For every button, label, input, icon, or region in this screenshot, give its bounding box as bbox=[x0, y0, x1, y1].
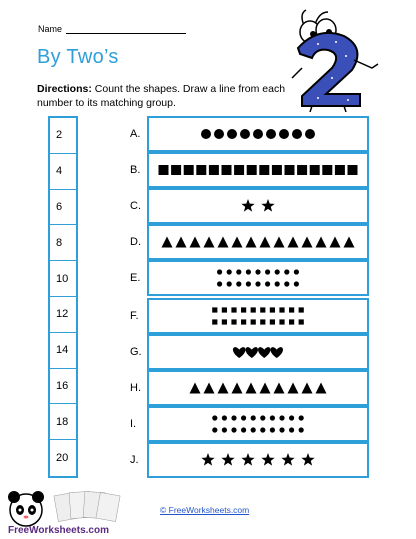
number-cell[interactable]: 8 bbox=[50, 225, 76, 261]
small-square-shape bbox=[299, 319, 304, 324]
shape-group bbox=[149, 336, 367, 368]
group-letter: C. bbox=[130, 200, 141, 212]
star-shape bbox=[261, 199, 274, 212]
shape-group-box[interactable] bbox=[147, 116, 369, 152]
small-square-shape bbox=[299, 307, 304, 312]
square-shape bbox=[247, 165, 257, 175]
group-letter: A. bbox=[130, 128, 141, 140]
square-shape bbox=[297, 165, 307, 175]
square-shape bbox=[222, 165, 232, 175]
small-circle-shape bbox=[284, 269, 289, 274]
shape-group-box[interactable] bbox=[147, 442, 369, 478]
small-circle-shape bbox=[236, 269, 241, 274]
group-letter: D. bbox=[130, 236, 141, 248]
footer-link[interactable]: © FreeWorksheets.com bbox=[160, 505, 250, 515]
small-circle-shape bbox=[299, 427, 304, 432]
triangle-shape bbox=[218, 383, 229, 394]
small-circle-shape bbox=[284, 281, 289, 286]
triangle-shape bbox=[162, 237, 173, 248]
small-circle-shape bbox=[212, 415, 217, 420]
number-cell[interactable]: 4 bbox=[50, 154, 76, 190]
square-shape bbox=[322, 165, 332, 175]
triangle-shape bbox=[176, 237, 187, 248]
triangle-shape bbox=[330, 237, 341, 248]
group-letter: B. bbox=[130, 164, 141, 176]
small-square-shape bbox=[251, 307, 256, 312]
number-cell[interactable]: 6 bbox=[50, 190, 76, 226]
small-square-shape bbox=[231, 307, 236, 312]
small-square-shape bbox=[260, 319, 265, 324]
small-circle-shape bbox=[270, 427, 275, 432]
circle-shape bbox=[227, 129, 237, 139]
shape-group bbox=[149, 372, 367, 404]
number-cell[interactable]: 14 bbox=[50, 333, 76, 369]
small-circle-shape bbox=[227, 269, 232, 274]
triangle-shape bbox=[190, 383, 201, 394]
small-circle-shape bbox=[294, 269, 299, 274]
circle-shape bbox=[305, 129, 315, 139]
triangle-shape bbox=[232, 383, 243, 394]
small-circle-shape bbox=[275, 269, 280, 274]
triangle-shape bbox=[274, 237, 285, 248]
triangle-shape bbox=[246, 383, 257, 394]
shape-group-box[interactable] bbox=[147, 298, 369, 334]
square-shape bbox=[310, 165, 320, 175]
small-square-shape bbox=[251, 319, 256, 324]
small-circle-shape bbox=[279, 415, 284, 420]
triangle-shape bbox=[190, 237, 201, 248]
small-circle-shape bbox=[260, 427, 265, 432]
square-shape bbox=[196, 165, 206, 175]
small-circle-shape bbox=[217, 281, 222, 286]
triangle-shape bbox=[316, 383, 327, 394]
small-circle-shape bbox=[255, 281, 260, 286]
small-square-shape bbox=[231, 319, 236, 324]
square-shape bbox=[348, 165, 358, 175]
small-circle-shape bbox=[255, 269, 260, 274]
number-cell[interactable]: 2 bbox=[50, 118, 76, 154]
heart-shape bbox=[246, 347, 258, 358]
small-circle-shape bbox=[299, 415, 304, 420]
number-cell[interactable]: 20 bbox=[56, 452, 69, 465]
number-cell[interactable]: 16 bbox=[50, 369, 76, 405]
triangle-shape bbox=[204, 237, 215, 248]
number-cell[interactable]: 12 bbox=[50, 297, 76, 333]
small-circle-shape bbox=[236, 281, 241, 286]
shape-group-box[interactable] bbox=[147, 188, 369, 224]
shape-group-box[interactable] bbox=[147, 260, 369, 296]
triangle-shape bbox=[344, 237, 355, 248]
heart-shape bbox=[271, 347, 283, 358]
name-line[interactable] bbox=[66, 24, 186, 34]
star-shape bbox=[241, 199, 254, 212]
number-cell[interactable]: 18 bbox=[50, 404, 76, 440]
small-circle-shape bbox=[270, 415, 275, 420]
small-circle-shape bbox=[251, 415, 256, 420]
heart-shape bbox=[258, 347, 270, 358]
shape-group bbox=[149, 154, 367, 186]
group-letter: H. bbox=[130, 382, 141, 394]
small-circle-shape bbox=[294, 281, 299, 286]
small-circle-shape bbox=[246, 269, 251, 274]
star-shape bbox=[221, 453, 234, 466]
directions bbox=[37, 82, 307, 110]
square-shape bbox=[159, 165, 169, 175]
triangle-shape bbox=[288, 383, 299, 394]
shape-group-box[interactable] bbox=[147, 152, 369, 188]
shape-group-box[interactable] bbox=[147, 334, 369, 370]
circle-shape bbox=[253, 129, 263, 139]
small-circle-shape bbox=[241, 427, 246, 432]
shape-group bbox=[149, 408, 367, 440]
small-circle-shape bbox=[289, 427, 294, 432]
group-row bbox=[130, 334, 147, 370]
circle-shape bbox=[266, 129, 276, 139]
small-circle-shape bbox=[231, 427, 236, 432]
star-shape bbox=[301, 453, 314, 466]
panda-logo-icon bbox=[4, 488, 164, 536]
group-row bbox=[130, 260, 147, 296]
circle-shape bbox=[240, 129, 250, 139]
triangle-shape bbox=[232, 237, 243, 248]
triangle-shape bbox=[302, 237, 313, 248]
small-circle-shape bbox=[265, 269, 270, 274]
circle-shape bbox=[279, 129, 289, 139]
directions-text: Count the shapes. Draw a line from each number to its matching group. bbox=[37, 83, 286, 109]
circle-shape bbox=[201, 129, 211, 139]
group-row bbox=[130, 116, 147, 152]
shape-group-box[interactable] bbox=[147, 406, 369, 442]
small-square-shape bbox=[279, 307, 284, 312]
number-column bbox=[48, 116, 78, 478]
group-row bbox=[130, 152, 147, 188]
group-letter: G. bbox=[130, 346, 142, 358]
small-circle-shape bbox=[231, 415, 236, 420]
small-circle-shape bbox=[265, 281, 270, 286]
group-row bbox=[130, 370, 147, 406]
shape-group bbox=[149, 300, 367, 332]
number-two-mascot-icon bbox=[288, 8, 384, 112]
triangle-shape bbox=[288, 237, 299, 248]
small-square-shape bbox=[279, 319, 284, 324]
name-label: Name bbox=[38, 24, 63, 34]
small-square-shape bbox=[222, 307, 227, 312]
triangle-shape bbox=[260, 383, 271, 394]
small-square-shape bbox=[270, 307, 275, 312]
group-letter: I. bbox=[130, 418, 137, 430]
circle-shape bbox=[292, 129, 302, 139]
shape-group bbox=[149, 190, 367, 222]
small-circle-shape bbox=[246, 281, 251, 286]
small-circle-shape bbox=[279, 427, 284, 432]
star-shape bbox=[201, 453, 214, 466]
small-circle-shape bbox=[227, 281, 232, 286]
small-square-shape bbox=[270, 319, 275, 324]
small-square-shape bbox=[212, 307, 217, 312]
shape-group bbox=[149, 444, 367, 476]
heart-shape bbox=[233, 347, 245, 358]
shape-group bbox=[149, 226, 367, 258]
small-square-shape bbox=[289, 307, 294, 312]
small-square-shape bbox=[241, 319, 246, 324]
square-shape bbox=[171, 165, 181, 175]
directions-label: Directions: bbox=[37, 83, 92, 95]
circle-shape bbox=[214, 129, 224, 139]
small-circle-shape bbox=[222, 415, 227, 420]
small-square-shape bbox=[222, 319, 227, 324]
group-row bbox=[130, 188, 147, 224]
small-circle-shape bbox=[241, 415, 246, 420]
logo-text: FreeWorksheets.com bbox=[8, 525, 109, 536]
square-shape bbox=[272, 165, 282, 175]
small-circle-shape bbox=[251, 427, 256, 432]
square-shape bbox=[184, 165, 194, 175]
triangle-shape bbox=[274, 383, 285, 394]
triangle-shape bbox=[246, 237, 257, 248]
triangle-shape bbox=[260, 237, 271, 248]
group-letter: E. bbox=[130, 272, 141, 284]
star-shape bbox=[281, 453, 294, 466]
triangle-shape bbox=[218, 237, 229, 248]
square-shape bbox=[209, 165, 219, 175]
triangle-shape bbox=[204, 383, 215, 394]
shape-group-box[interactable] bbox=[147, 224, 369, 260]
triangle-shape bbox=[316, 237, 327, 248]
star-shape bbox=[241, 453, 254, 466]
number-cell[interactable]: 10 bbox=[50, 261, 76, 297]
shape-group bbox=[149, 118, 367, 150]
page-title: By Two’s bbox=[37, 46, 119, 68]
small-circle-shape bbox=[260, 415, 265, 420]
small-circle-shape bbox=[289, 415, 294, 420]
name-field[interactable] bbox=[38, 24, 186, 34]
small-circle-shape bbox=[222, 427, 227, 432]
small-circle-shape bbox=[217, 269, 222, 274]
square-shape bbox=[234, 165, 244, 175]
small-circle-shape bbox=[275, 281, 280, 286]
triangle-shape bbox=[302, 383, 313, 394]
small-square-shape bbox=[212, 319, 217, 324]
group-row bbox=[130, 406, 147, 442]
square-shape bbox=[335, 165, 345, 175]
group-row bbox=[130, 442, 147, 478]
group-row bbox=[130, 298, 147, 334]
shape-group-box[interactable] bbox=[147, 370, 369, 406]
group-row bbox=[130, 224, 147, 260]
small-circle-shape bbox=[212, 427, 217, 432]
square-shape bbox=[259, 165, 269, 175]
star-shape bbox=[261, 453, 274, 466]
group-letter: J. bbox=[130, 454, 139, 466]
small-square-shape bbox=[241, 307, 246, 312]
square-shape bbox=[285, 165, 295, 175]
small-square-shape bbox=[289, 319, 294, 324]
small-square-shape bbox=[260, 307, 265, 312]
shape-group bbox=[149, 262, 367, 294]
group-letter: F. bbox=[130, 310, 139, 322]
